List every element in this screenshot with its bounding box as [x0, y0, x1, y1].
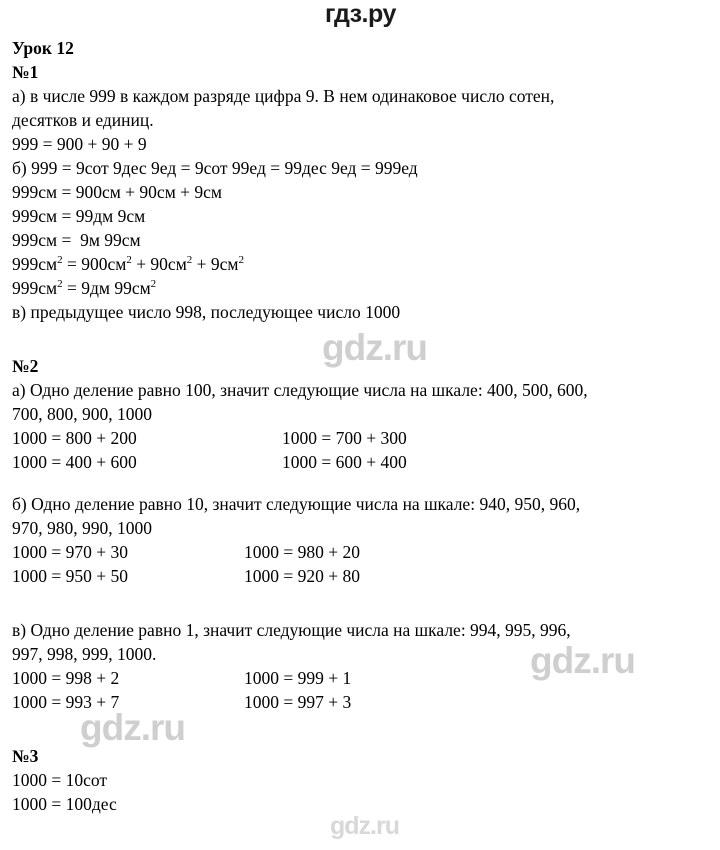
task1-line-7: 999см = 9м 99см: [12, 230, 141, 250]
task2a-line-1: а) Одно деление равно 100, значит следующие числа на шкале: 400, 500, 600,: [12, 380, 588, 400]
task1-line-4: б) 999 = 9сот 9дес 9ед = 9сот 99ед = 99дес 9ед = 999ед: [12, 158, 418, 178]
task2v-row1-left: 1000 = 998 + 2: [12, 668, 120, 688]
task2v-row2-right: 1000 = 997 + 3: [244, 692, 352, 712]
task2v-line-2: 997, 998, 999, 1000.: [12, 644, 157, 664]
task2b-row-1: [12, 540, 708, 564]
lesson-title: Урок 12: [12, 38, 74, 58]
task1-line-10: в) предыдущее число 998, последующее число 1000: [12, 302, 401, 322]
task2v-row1-right: 1000 = 999 + 1: [244, 668, 352, 688]
task2v-line-1: в) Одно деление равно 1, значит следующие числа на шкале: 994, 995, 996,: [12, 620, 571, 640]
task1-line-1: а) в числе 999 в каждом разряде цифра 9. В нем одинаковое число сотен,: [12, 86, 555, 106]
task-number-2: №2: [12, 356, 39, 376]
task2b-row2-right: 1000 = 920 + 80: [244, 566, 360, 586]
task2v-row2-left: 1000 = 993 + 7: [12, 692, 120, 712]
task2a-row-1: [12, 426, 708, 450]
task2a-line-2: 700, 800, 900, 1000: [12, 404, 152, 424]
watermark-2: gdz.ru: [530, 640, 635, 681]
task2b-line-2: 970, 980, 990, 1000: [12, 518, 152, 538]
task1-line-9: $999см^2 = 9дм$ $99см^2$: [12, 278, 157, 298]
task1-line-5: 999см = 900см + 90см + 9см: [12, 182, 222, 202]
task1-line-2: десятков и единиц.: [12, 110, 154, 130]
task2b-line-1: б) Одно деление равно 10, значит следующие числа на шкале: 940, 950, 960,: [12, 494, 581, 514]
task2b-row2-left: 1000 = 950 + 50: [12, 566, 128, 586]
task2a-row-2: [12, 450, 708, 474]
task-number-1: №1: [12, 62, 39, 82]
site-logo[interactable]: гдз.ру: [325, 0, 396, 28]
watermark-1: gdz.ru: [322, 327, 427, 368]
watermark-3: gdz.ru: [80, 707, 185, 748]
document-body: [12, 36, 708, 816]
task-number-3: №3: [12, 746, 39, 766]
task3-line-1: 1000 = 10сот: [12, 770, 108, 790]
task3-line-2: 1000 = 100дес: [12, 794, 117, 814]
task1-line-3: 999 = 900 + 90 + 9: [12, 134, 147, 154]
task2b-row-2: [12, 564, 708, 588]
task1-line-8: $999см^2 = 900см^2 + 90см^2 + 9см^2$: [12, 254, 244, 274]
task2a-row2-right: 1000 = 600 + 400: [282, 452, 407, 472]
task2b-row1-right: 1000 = 980 + 20: [244, 542, 360, 562]
task1-line-6: 999см = 99дм 9см: [12, 206, 146, 226]
task2a-row1-right: 1000 = 700 + 300: [282, 428, 407, 448]
watermark-4: gdz.ru: [330, 812, 399, 840]
task2b-row1-left: 1000 = 970 + 30: [12, 542, 128, 562]
task2a-row1-left: 1000 = 800 + 200: [12, 428, 137, 448]
task2a-row2-left: 1000 = 400 + 600: [12, 452, 137, 472]
